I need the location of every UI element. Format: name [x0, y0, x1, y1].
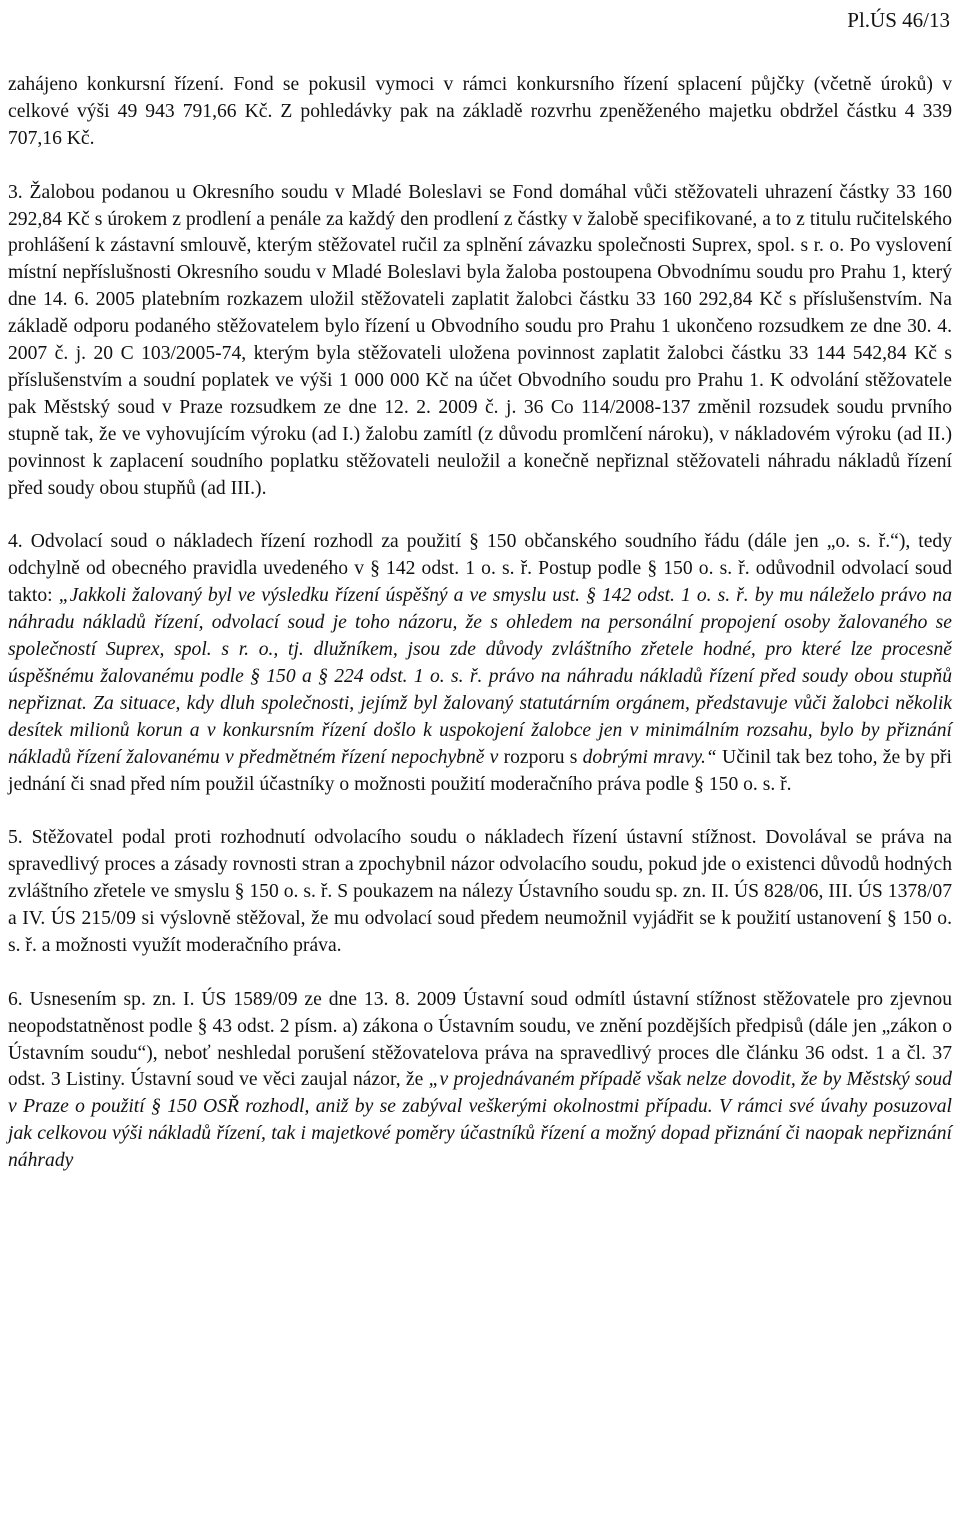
paragraph-gap: [8, 960, 952, 987]
italic-quote: „v projednávaném případě však nelze dovodit, že by Městský soud v Praze o použití § 150 OSŘ rozhodl, aniž by se zabýval veškerými okolnostmi případu. V rámci své úvahy posuzoval jak celkovou výši nákladů řízení, tak i majetkové poměry účastníků řízení a možný dopad přiznání či naopak nepřiznání náhrady: [8, 1069, 952, 1172]
text-segment: 5. Stěžovatel podal proti rozhodnutí odvolacího soudu o nákladech řízení ústavní stížnost. Dovolával se práva na spravedlivý proces a zásady rovnosti stran a zpochybnil názor odvolacího soudu, pokud jde o existenci důvodů hodných zvláštního zřetele ve smyslu § 150 o. s. ř. S poukazem na nálezy Ústavního soudu sp. zn. II. ÚS 828/06, III. ÚS 1378/07 a IV. ÚS 215/09 si výslovně stěžoval, že mu odvolací soud předem neumožnil vyjádřit se k použití ustanovení § 150 o. s. ř. a možnosti využít moderačního práva.: [8, 827, 952, 956]
italic-quote: „Jakkoli žalovaný byl ve výsledku řízení úspěšný a ve smyslu ust. § 142 odst. 1 o. s. ř. by mu náleželo právo na náhradu nákladů řízení, odvolací soud je toho názoru, že s ohledem na personální propojení osoby žalovaného se společností Suprex, spol. s r. o., tj. dlužníkem, jsou zde důvody zvláštního zřetele hodné, pro které lze procesně úspěšnému žalovanému podle § 150 a § 224 odst. 1 o. s. ř. právo na náhradu nákladů řízení před soudy obou stupňů nepřiznat. Za situace, kdy dluh společnosti, jejímž byl žalovaný statutárním orgánem, představuje vůči žalobci několik desítek milionů korun a v konkursním řízení došlo k uspokojení žalobce jen v minimálním rozsahu, bylo by přiznání nákladů řízení žalovanému v předmětném řízení nepochybně v: [8, 585, 953, 768]
paragraph-3: [8, 180, 952, 503]
text-segment: 3. Žalobou podanou u Okresního soudu v Mladé Boleslavi se Fond domáhal vůči stěžovateli uhrazení částky 33 160 292,84 Kč s úrokem z prodlení a penále za každý den prodlení z částky v žalobě specifikované, a to z titulu ručitelského prohlášení k zástavní smlouvě, kterým stěžovatel ručil za splnění závazku společnosti Suprex, spol. s r. o. Po vyslovení místní nepříslušnosti Okresního soudu v Mladé Boleslavi byla žaloba postoupena Obvodnímu soudu pro Prahu 1, který dne 14. 6. 2005 platebním rozkazem uložil stěžovateli zaplatit žalobci částku 33 160 292,84 Kč s příslušenstvím. Na základě odporu podaného stěžovatelem bylo řízení u Obvodního soudu pro Prahu 1 ukončeno rozsudkem ze dne 30. 4. 2007 č. j. 20 C 103/2005-74, kterým byla stěžovateli uložena povinnost zaplatit žalobci částku 33 144 542,84 Kč s příslušenstvím a soudní poplatek ve výši 1 000 000 Kč na účet Obvodního soudu pro Prahu 1. K odvolání stěžovatele pak Městský soud v Praze rozsudkem ze dne 12. 2. 2009 č. j. 36 Co 114/2008-137 změnil rozsudek soudu prvního stupně tak, že ve vyhovujícím výroku (ad I.) žalobu zamítl (z důvodu promlčení nároku), v nákladovém výroku (ad II.) povinnost k zaplacení soudního poplatku stěžovateli neuložil a konečně nepřiznal stěžovateli náhradu nákladů řízení před soudy obou stupňů (ad III.).: [8, 181, 952, 499]
paragraph-2-continuation: [8, 72, 952, 153]
text-segment: 4. Odvolací soud o nákladech řízení rozhodl za použití § 150 občanského soudního řádu (dále jen „o. s. ř.“), tedy odchylně od obecného pravidla uvedeného v § 142 odst. 1 o. s. ř. Postup podle § 150 o. s. ř. odůvodnil odvolací soud takto:: [8, 531, 952, 607]
text-segment: rozporu s: [503, 746, 583, 768]
paragraph-gap: [8, 502, 952, 529]
paragraph-5: [8, 825, 952, 960]
paragraph-gap: [8, 153, 952, 180]
text-segment: 6. Usnesením sp. zn. I. ÚS 1589/09 ze dne 13. 8. 2009 Ústavní soud odmítl ústavní stížnost stěžovatele pro zjevnou neopodstatněnost podle § 43 odst. 2 písm. a) zákona o Ústavním soudu, ve znění pozdějších předpisů (dále jen „zákon o Ústavním soudu“), neboť neshledal porušení stěžovatelova práva na spravedlivý proces dle článku 36 odst. 1 a čl. 37 odst. 3 Listiny. Ústavní soud ve věci zaujal názor, že: [8, 988, 952, 1091]
page-number: Pl.ÚS 46/13: [847, 8, 950, 32]
italic-quote-end: dobrými mravy.“: [582, 746, 717, 768]
paragraph-4: [8, 529, 952, 798]
text-segment: Učinil tak bez toho, že by při jednání či snad před ním použil účastníky o možnosti použití moderačního práva podle § 150 o. s. ř.: [8, 746, 952, 795]
paragraph-6: [8, 987, 952, 1175]
text-segment: zahájeno konkursní řízení. Fond se pokusil vymoci v rámci konkursního řízení splacení půjčky (včetně úroků) v celkové výši 49 943 791,66 Kč. Z pohledávky pak na základě rozvrhu zpeněženého majetku obdržel částku 4 339 707,16 Kč.: [8, 74, 952, 149]
document-body: [8, 72, 952, 1175]
paragraph-gap: [8, 798, 952, 825]
